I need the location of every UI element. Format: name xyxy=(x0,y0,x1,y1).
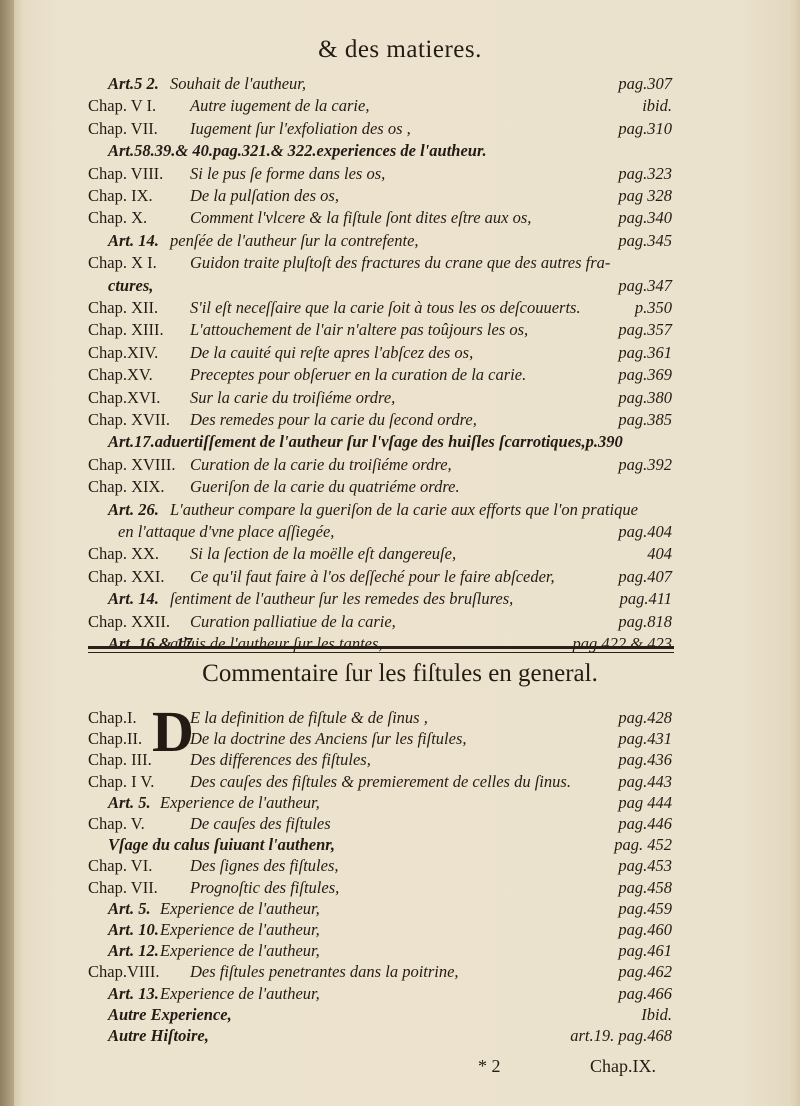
index-entry xyxy=(0,522,800,544)
index-entry xyxy=(0,920,800,942)
entry-title: Experience de l'autheur, xyxy=(160,920,320,939)
page-reference: pag.407 xyxy=(618,566,672,586)
chapter-label: Chap. V. xyxy=(88,814,145,833)
index-entry xyxy=(0,388,800,410)
index-entry xyxy=(0,164,800,186)
index-entry xyxy=(0,567,800,589)
index-entry xyxy=(0,141,800,163)
page-reference: pag.460 xyxy=(618,920,672,939)
page-reference: pag.323 xyxy=(618,163,672,183)
index-entry xyxy=(0,856,800,878)
page-reference: pag.411 xyxy=(619,589,672,609)
running-head: & des matieres. xyxy=(318,36,482,63)
entry-title: Preceptes pour obſeruer en la curation de la carie. xyxy=(190,365,527,385)
index-entry xyxy=(0,343,800,365)
section-title: Commentaire ſur les fiſtules en general. xyxy=(202,660,598,687)
chapter-label: Chap. XII. xyxy=(88,298,159,317)
entry-title: Guidon traite pluſtoſt des fractures du crane que des autres fra- xyxy=(190,253,611,273)
chapter-label: Chap.XVI. xyxy=(88,387,161,407)
entry-title: Autre iugement de la carie, xyxy=(190,96,370,116)
index-entry xyxy=(0,186,800,208)
entry-title: Des cauſes des fiſtules & premierement de celles du ſinus. xyxy=(190,771,571,791)
entry-title: en l'attaque d'vne place aſſiegée, xyxy=(118,522,335,541)
page-reference: pag.380 xyxy=(618,387,672,407)
page-reference: pag.385 xyxy=(618,410,672,429)
article-label: Art. 10. xyxy=(108,920,159,939)
page-reference: pag.436 xyxy=(618,750,672,770)
index-entry xyxy=(0,455,800,477)
index-entry xyxy=(0,835,800,857)
chapter-label: Chap. XVII. xyxy=(88,410,171,429)
index-entry xyxy=(0,589,800,611)
chapter-label: Chap. X I. xyxy=(88,253,157,273)
signature-mark: * 2 xyxy=(478,1056,501,1076)
page-reference: p.350 xyxy=(634,298,672,317)
article-label: Art. 13. xyxy=(108,983,159,1003)
index-entry xyxy=(0,74,800,96)
page-reference: pag.462 xyxy=(618,962,672,982)
article-label: Art.17.aduertiſſement de l'autheur ſur l'vſage des huiſles ſcarrotiques,p.390 xyxy=(108,432,623,452)
page-reference: pag.345 xyxy=(618,230,672,250)
index-entry xyxy=(0,750,800,772)
article-label: Art. 5. xyxy=(108,792,151,812)
index-entry xyxy=(0,365,800,387)
chapter-label: Chap. XXI. xyxy=(88,566,165,586)
article-label: ctures, xyxy=(108,275,154,295)
entry-title: Ce qu'il faut faire à l'os deſſeché pour le faire abſceder, xyxy=(190,566,555,586)
page-reference: pag.369 xyxy=(618,365,672,385)
page-reference: pag.307 xyxy=(618,74,672,93)
entry-title: Si le pus ſe forme dans les os, xyxy=(190,163,386,183)
entry-title: aduis de l'autheur ſur les tantes, xyxy=(170,634,383,653)
page-reference: pag.310 xyxy=(618,118,672,138)
entry-title: Comment l'vlcere & la fiſtule ſont dites eſtre aux os, xyxy=(190,208,532,228)
entry-title: Experience de l'autheur, xyxy=(160,983,320,1003)
page-reference: Ibid. xyxy=(641,1004,672,1024)
chapter-label: Chap.XV. xyxy=(88,365,153,385)
page-reference: pag.459 xyxy=(618,898,672,918)
index-entry xyxy=(0,814,800,836)
entry-title: Gueriſon de la carie du quatriéme ordre. xyxy=(190,477,460,497)
entry-title: S'il eſt neceſſaire que la carie ſoit à tous les os deſcouuerts. xyxy=(190,298,581,317)
index-entry xyxy=(0,1005,800,1027)
chapter-label: Chap. VI. xyxy=(88,856,153,876)
page-reference: pag.443 xyxy=(618,771,672,791)
page-reference: pag.404 xyxy=(618,522,672,541)
entry-title: Des fiſtules penetrantes dans la poitrine, xyxy=(190,962,459,982)
entry-title: Experience de l'autheur, xyxy=(160,898,320,918)
article-label: Art. 14. xyxy=(108,230,159,250)
page-reference: pag.422.& 423 xyxy=(572,634,672,653)
chapter-label: Chap. VII. xyxy=(88,877,158,897)
index-entry xyxy=(0,477,800,499)
section-divider-thin xyxy=(88,652,674,653)
index-entry xyxy=(0,276,800,298)
entry-title: Souhait de l'autheur, xyxy=(170,74,306,93)
article-label: Autre Hiſtoire, xyxy=(108,1026,209,1045)
entry-title: De la doctrine des Anciens ſur les fiſtules, xyxy=(190,729,467,749)
chapter-label: Chap. XIX. xyxy=(88,477,165,497)
page-reference: pag.347 xyxy=(618,275,672,295)
entry-title: Des differences des fiſtules, xyxy=(190,750,371,770)
page-reference: pag 328 xyxy=(618,186,672,205)
page-reference: pag.461 xyxy=(618,941,672,961)
entry-title: Des remedes pour la carie du ſecond ordre, xyxy=(190,410,477,429)
index-entry xyxy=(0,119,800,141)
chapter-label: Chap. VIII. xyxy=(88,163,164,183)
index-entry xyxy=(0,96,800,118)
index-entry xyxy=(0,231,800,253)
entry-title: L'autheur compare la gueriſon de la carie aux efforts que l'on pratique xyxy=(170,499,638,519)
chapter-label: Chap. XXII. xyxy=(88,611,171,631)
index-entry xyxy=(0,500,800,522)
index-entry xyxy=(0,320,800,342)
page-reference: pag.392 xyxy=(618,454,672,474)
index-entry xyxy=(0,793,800,815)
chapter-label: Chap. IX. xyxy=(88,186,153,205)
entry-title: Iugement ſur l'exfoliation des os , xyxy=(190,118,411,138)
page-reference: pag.428 xyxy=(618,708,672,727)
section-divider xyxy=(88,646,674,649)
chapter-label: Chap.II. xyxy=(88,729,143,749)
entry-title: Des ſignes des fiſtules, xyxy=(190,856,339,876)
article-label: Autre Experience, xyxy=(108,1004,232,1024)
chapter-label: Chap.I. xyxy=(88,708,137,727)
index-entry xyxy=(0,962,800,984)
chapter-label: Chap. I V. xyxy=(88,771,155,791)
page-reference: ibid. xyxy=(642,96,672,116)
chapter-label: Chap. X. xyxy=(88,208,148,228)
chapter-label: Chap.VIII. xyxy=(88,962,160,982)
index-entry xyxy=(0,984,800,1006)
chapter-label: Chap. XIII. xyxy=(88,320,164,340)
article-label: Vſage du calus ſuiuant l'authenr, xyxy=(108,835,335,855)
article-label: Art. 5. xyxy=(108,898,151,918)
page-reference: pag 444 xyxy=(618,792,672,812)
page-reference: pag.446 xyxy=(618,814,672,833)
article-label: Art.5 2. xyxy=(108,74,159,93)
article-label: Art. 14. xyxy=(108,589,159,609)
page-reference: pag. 452 xyxy=(614,835,672,855)
index-entry xyxy=(0,708,800,730)
page-reference: pag.466 xyxy=(618,983,672,1003)
chapter-label: Chap. XVIII. xyxy=(88,454,176,474)
catchword: Chap.IX. xyxy=(590,1056,656,1076)
index-entry xyxy=(0,1026,800,1048)
entry-title: Sur la carie du troiſiéme ordre, xyxy=(190,387,396,407)
page-reference: pag.453 xyxy=(618,856,672,876)
page-reference: pag.431 xyxy=(618,729,672,749)
entry-title: De la cauité qui reſte apres l'abſcez des os, xyxy=(190,342,474,362)
chapter-label: Chap. XX. xyxy=(88,544,160,564)
page-reference: pag.818 xyxy=(618,611,672,631)
index-entry xyxy=(0,253,800,275)
page-reference: pag.458 xyxy=(618,877,672,897)
chapter-label: Chap. VII. xyxy=(88,118,158,138)
index-entry xyxy=(0,410,800,432)
article-label: Art.58.39.& 40.pag.321.& 322.experiences de l'autheur. xyxy=(108,141,487,161)
page-reference: pag.357 xyxy=(618,320,672,340)
chapter-label: Chap.XIV. xyxy=(88,342,159,362)
page-reference: pag.361 xyxy=(618,342,672,362)
index-entry xyxy=(0,432,800,454)
index-entry xyxy=(0,729,800,751)
entry-title: De la pulſation des os, xyxy=(190,186,339,205)
index-entry xyxy=(0,878,800,900)
index-entry xyxy=(0,208,800,230)
entry-title: Experience de l'autheur, xyxy=(160,792,320,812)
page-reference: pag.340 xyxy=(618,208,672,228)
index-entry xyxy=(0,941,800,963)
chapter-label: Chap. III. xyxy=(88,750,152,770)
index-entry xyxy=(0,612,800,634)
entry-title: E la definition de fiſtule & de ſinus , xyxy=(190,708,428,727)
article-label: Art. 12. xyxy=(108,941,159,961)
page-reference: 404 xyxy=(647,544,672,564)
entry-title: ſentiment de l'autheur ſur les remedes des bruſlures, xyxy=(170,589,514,609)
page-reference: art.19. pag.468 xyxy=(570,1026,672,1045)
entry-title: Prognoſtic des fiſtules, xyxy=(190,877,340,897)
chapter-label: Chap. V I. xyxy=(88,96,157,116)
index-entry xyxy=(0,544,800,566)
drop-cap: D xyxy=(152,699,194,764)
entry-title: penſée de l'autheur ſur la contrefente, xyxy=(170,230,419,250)
index-entry xyxy=(0,298,800,320)
entry-title: Curation palliatiue de la carie, xyxy=(190,611,396,631)
article-label: Art. 26. xyxy=(108,499,159,519)
article-label: Art. 16.& 17. xyxy=(108,634,197,653)
entry-title: Curation de la carie du troiſiéme ordre, xyxy=(190,454,452,474)
entry-title: De cauſes des fiſtules xyxy=(190,814,331,833)
entry-title: Si la ſection de la moëlle eſt dangereuſe, xyxy=(190,544,457,564)
index-entry xyxy=(0,772,800,794)
index-entry xyxy=(0,899,800,921)
entry-title: L'attouchement de l'air n'altere pas toûjours les os, xyxy=(190,320,529,340)
entry-title: Experience de l'autheur, xyxy=(160,941,320,961)
